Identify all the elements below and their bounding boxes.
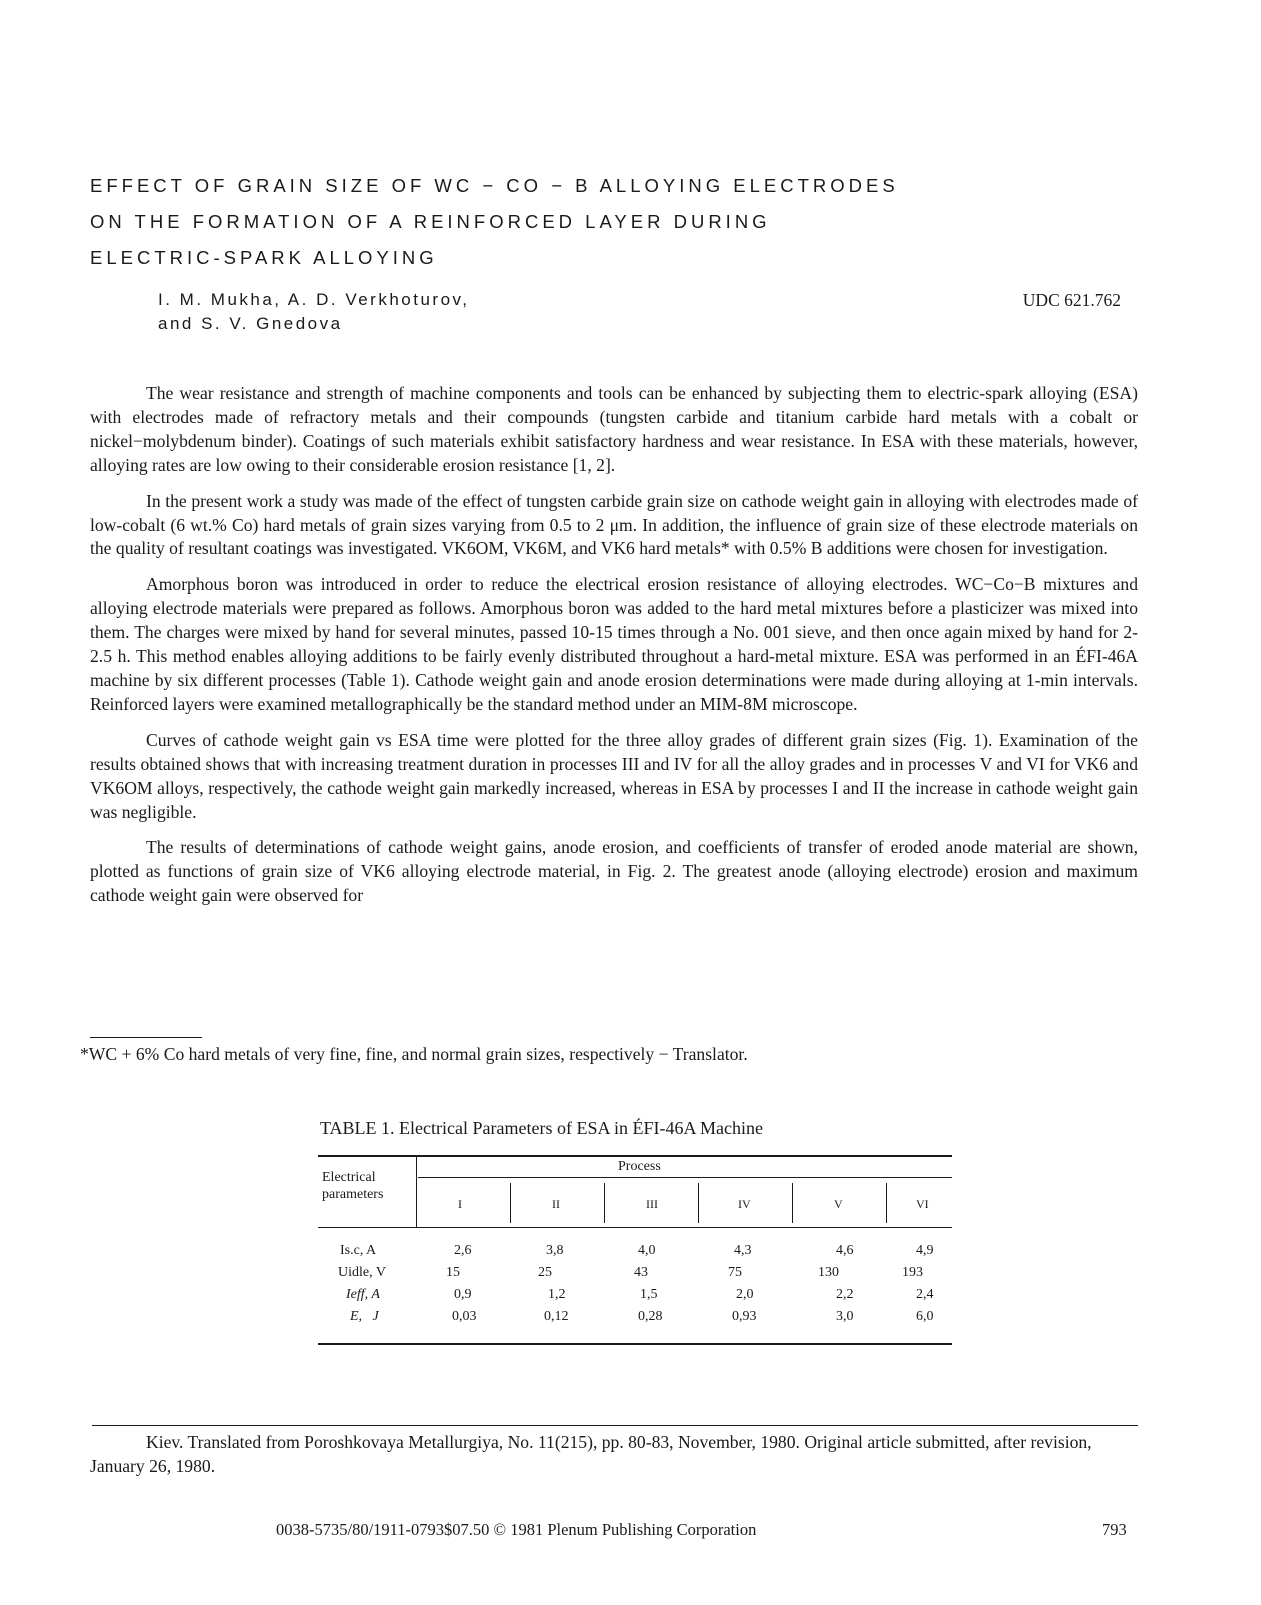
table-cell: 1,2: [548, 1287, 566, 1302]
paragraph: In the present work a study was made of the effect of tungsten carbide grain size on cathode weight gain in alloying with electrodes made of low-cobalt (6 wt.% Co) hard metals of grain sizes varying from 0.5 to 2 μm. In addition, the influence of grain size of these electrode materials on the quality of resultant coatings was investigated. VK6OM, VK6M, and VK6 hard metals* with 0.5% B additions were chosen for investigation.: [90, 490, 1138, 559]
row-label: Ieff, A: [346, 1287, 380, 1302]
table-cell: 0,28: [638, 1309, 663, 1324]
page-number: 793: [1102, 1520, 1127, 1539]
table-cell: 3,0: [836, 1309, 854, 1324]
column-header: III: [646, 1197, 658, 1211]
footnote-divider: [90, 1037, 202, 1038]
authors-line: and S. V. Gnedova: [158, 314, 343, 333]
table-cell: 2,0: [736, 1287, 754, 1302]
title-line: ON THE FORMATION OF A REINFORCED LAYER DURING: [90, 211, 771, 232]
table-cell: 0,12: [544, 1309, 569, 1324]
footnote: *WC + 6% Co hard metals of very fine, fine, and normal grain sizes, respectively − Translator.: [80, 1044, 748, 1064]
article-body: [90, 382, 1138, 920]
table-cell: 0,03: [452, 1309, 477, 1324]
table-cell: 4,0: [638, 1243, 656, 1258]
parameters-table: [318, 1155, 952, 1345]
table-cell: 3,8: [546, 1243, 564, 1258]
paragraph: The results of determinations of cathode weight gains, anode erosion, and coefficients of transfer of eroded anode material are shown, plotted as functions of grain size of VK6 alloying electrode material, in Fig. 2. The greatest anode (alloying electrode) erosion and maximum cathode weight gain were observed for: [90, 837, 1138, 906]
received-note: [90, 1430, 1138, 1478]
row-label: Uidle, V: [338, 1265, 386, 1280]
paragraph: The wear resistance and strength of machine components and tools can be enhanced by subjecting them to electric-spark alloying (ESA) with electrodes made of refractory metals and their compounds (tungsten carbide and titanium carbide hard metals with a cobalt or nickel−molybdenum binder). Coatings of such materials exhibit satisfactory hardness and wear resistance. In ESA with these materials, however, alloying rates are low owing to their considerable erosion resistance [1, 2].: [90, 383, 1138, 475]
column-divider: [792, 1183, 793, 1223]
table-cell: 25: [538, 1265, 552, 1280]
table-cell: 43: [634, 1265, 648, 1280]
header-divider: [416, 1157, 417, 1227]
received-text: Kiev. Translated from Poroshkovaya Metallurgiya, No. 11(215), pp. 80-83, November, 1980. Original article submitted, after revision, January 26, 1980.: [90, 1432, 1092, 1476]
title-line: ELECTRIC-SPARK ALLOYING: [90, 247, 438, 268]
copyright-line: 0038-5735/80/1911-0793$07.50 © 1981 Plenum Publishing Corporation: [276, 1520, 757, 1539]
column-header: II: [552, 1197, 560, 1211]
column-divider: [698, 1183, 699, 1223]
column-header: V: [834, 1197, 843, 1211]
article-title: [90, 168, 1130, 276]
table-cell: 4,6: [836, 1243, 854, 1258]
column-header: VI: [916, 1197, 929, 1211]
table-bottom-rule: [318, 1343, 952, 1345]
table-cell: 0,93: [732, 1309, 757, 1324]
table-cell: 75: [728, 1265, 742, 1280]
received-divider: [92, 1425, 1138, 1426]
authors-line: I. M. Mukha, A. D. Verkhoturov,: [158, 290, 470, 309]
table-cell: 2,4: [916, 1287, 934, 1302]
row-header-label: Electrical parameters: [322, 1170, 384, 1202]
authors: [158, 288, 470, 336]
table-caption: TABLE 1. Electrical Parameters of ESA in ÉFI-46A Machine: [320, 1118, 763, 1138]
table-header-rule: [318, 1227, 952, 1228]
title-line: EFFECT OF GRAIN SIZE OF WC − CO − B ALLOYING ELECTRODES: [90, 175, 899, 196]
table-cell: 4,3: [734, 1243, 752, 1258]
column-header: IV: [738, 1197, 751, 1211]
table-cell: 0,9: [454, 1287, 472, 1302]
column-divider: [886, 1183, 887, 1223]
udc-code: UDC 621.762: [1022, 290, 1121, 310]
group-header: Process: [618, 1159, 661, 1174]
table-cell: 193: [902, 1265, 923, 1280]
paragraph: Amorphous boron was introduced in order to reduce the electrical erosion resistance of alloying electrodes. WC−Co−B mixtures and alloying electrode materials were prepared as follows. Amorphous boron was added to the hard metal mixtures before a plasticizer was mixed into them. The charges were mixed by hand for several minutes, passed 10-15 times through a No. 001 sieve, and then once again mixed by hand for 2-2.5 h. This method enables alloying additions to be fairly evenly distributed throughout a hard-metal mixture. ESA was performed in an ÉFI-46A machine by six different processes (Table 1). Cathode weight gain and anode erosion determinations were made during alloying at 1-min intervals. Reinforced layers were examined metallographically be the standard method under an MIM-8M microscope.: [90, 574, 1138, 714]
table-cell: 15: [446, 1265, 460, 1280]
table-cell: 2,6: [454, 1243, 472, 1258]
column-divider: [604, 1183, 605, 1223]
table-cell: 1,5: [640, 1287, 658, 1302]
column-header: I: [458, 1197, 462, 1211]
row-label: Is.c, A: [340, 1243, 377, 1258]
paragraph: Curves of cathode weight gain vs ESA time were plotted for the three alloy grades of different grain sizes (Fig. 1). Examination of the results obtained shows that with increasing treatment duration in processes III and IV for all the alloy grades and in processes V and VI for VK6 and VK6OM alloys, respectively, the cathode weight gain markedly increased, whereas in ESA by processes I and II the increase in cathode weight gain was negligible.: [90, 729, 1138, 822]
table-cell: 2,2: [836, 1287, 854, 1302]
column-divider: [510, 1183, 511, 1223]
table-cell: 4,9: [916, 1243, 934, 1258]
table-cell: 130: [818, 1265, 839, 1280]
row-label: E, J: [350, 1309, 379, 1324]
table-cell: 6,0: [916, 1309, 934, 1324]
table-top-rule: [318, 1155, 952, 1157]
process-group-rule: [418, 1177, 952, 1178]
